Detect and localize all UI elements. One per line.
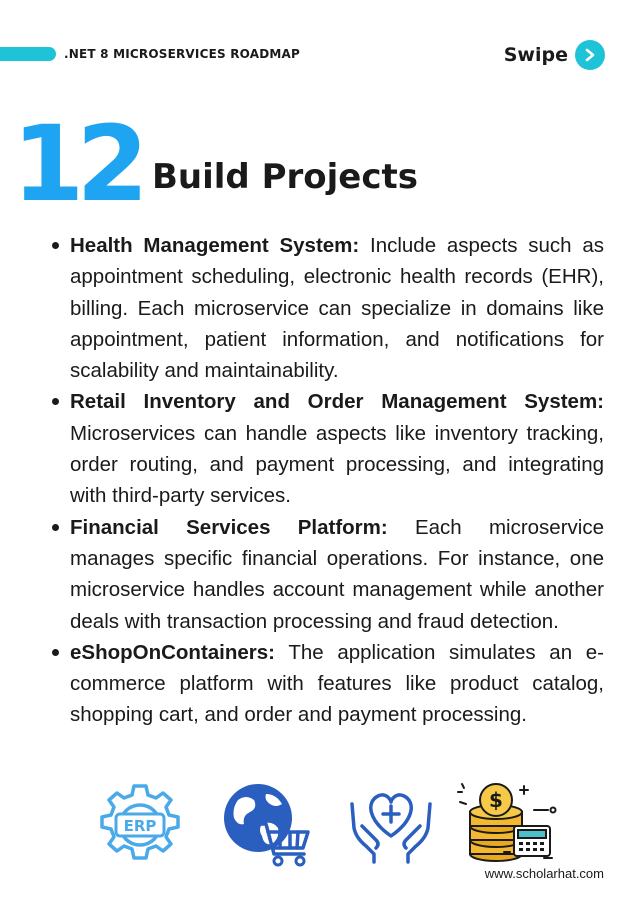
- swipe-control[interactable]: [504, 40, 605, 70]
- project-name: eShopOnContainers:: [70, 640, 276, 664]
- chevron-right-icon: [583, 48, 597, 62]
- finance-coins-icon: [452, 780, 560, 868]
- project-name: Financial Services Platform:: [70, 515, 388, 539]
- project-name: Retail Inventory and Order Management System:: [70, 390, 604, 414]
- project-description: The application simulates an e-commerce platform with features like product catalog, shopping cart, and order and payment processing.: [70, 640, 604, 727]
- header-title: .NET 8 MICROSERVICES ROADMAP: [64, 47, 300, 61]
- section-title: Build Projects: [152, 157, 419, 197]
- project-list: [46, 230, 604, 731]
- erp-label: ERP: [123, 817, 157, 835]
- swipe-button[interactable]: [575, 40, 605, 70]
- project-name: Health Management System:: [70, 234, 360, 257]
- svg-text:$: $: [489, 788, 503, 812]
- section-number: 12: [12, 103, 141, 225]
- accent-bar: [0, 47, 56, 61]
- list-item: [46, 230, 604, 386]
- project-description: Include aspects such as appointment scheduling, electronic health records (EHR), billing. Each microservice can specialize in domains like appointment, patient information, and notifications for scalability and maintainability.: [70, 234, 604, 383]
- project-description: Microservices can handle aspects like inventory tracking, order routing, and payment processing, and integrating with third-party services.: [70, 421, 604, 508]
- bullet-icon: [52, 524, 59, 531]
- list-item: [46, 386, 604, 511]
- list-item: [46, 637, 604, 731]
- heart-hands-icon: [348, 784, 434, 864]
- bullet-icon: [52, 242, 59, 249]
- list-item: [46, 512, 604, 637]
- globe-cart-icon: [218, 780, 314, 868]
- project-description: Each microservice manages specific financial operations. For instance, one microservice handles account management while another deals with transaction processing and fraud detection.: [70, 515, 604, 633]
- bullet-icon: [52, 398, 59, 405]
- icon-row: [0, 780, 638, 870]
- erp-gear-icon: [94, 782, 186, 868]
- swipe-label: Swipe: [503, 44, 568, 66]
- bullet-icon: [52, 649, 59, 656]
- footer-url[interactable]: www.scholarhat.com: [484, 866, 604, 881]
